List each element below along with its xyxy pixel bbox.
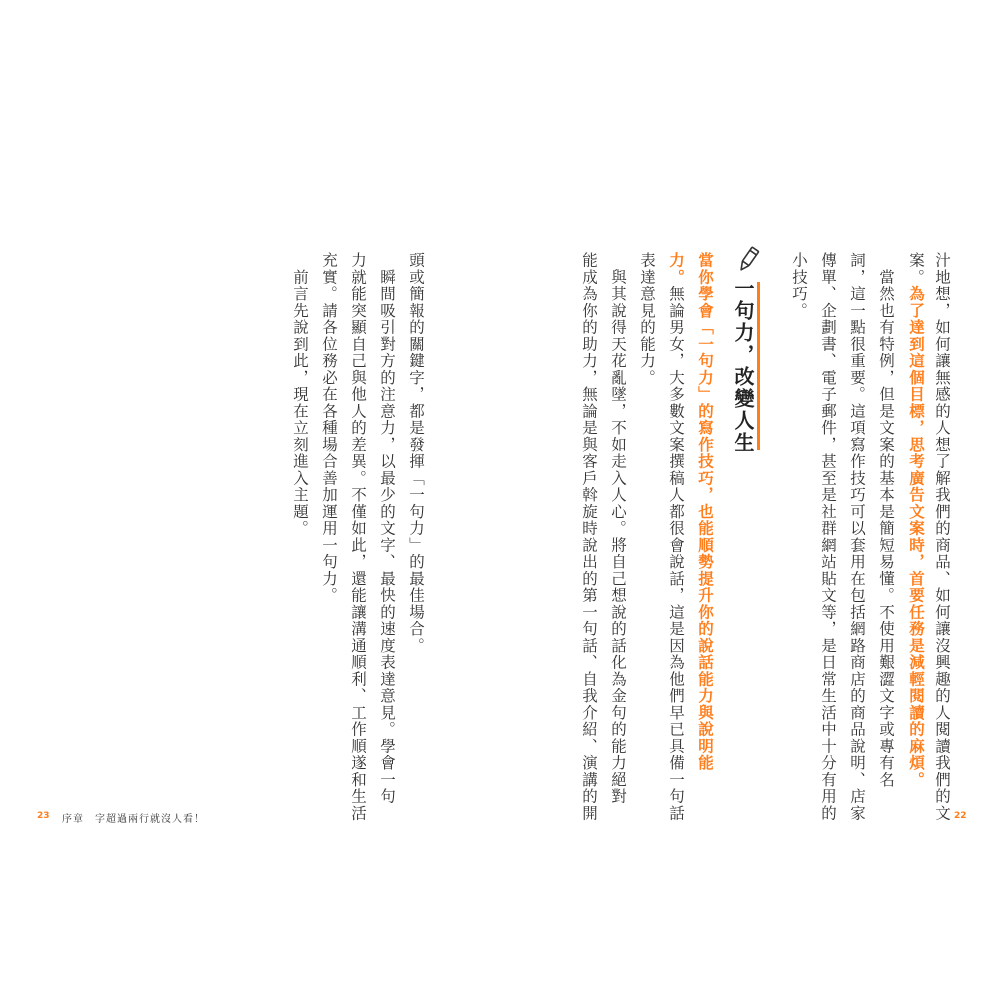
left-page-line-1: [694, 252, 716, 771]
left-page-line-3: 表達意見的能力。: [638, 252, 656, 386]
left-page-line-4: 與其說得天花亂墜，不如走入人心。將自己想說的話化為金句的能力絕對: [609, 252, 627, 805]
left-page-number: 23: [37, 811, 50, 821]
left-page-highlight-text: 當你學會「一句力」的寫作技巧，也能順勢提升你的說話能力與說明能: [696, 252, 714, 772]
right-page-line-2-text: 案。: [907, 252, 925, 286]
chapter-title: 序章 字超過兩行就沒人看！: [62, 814, 205, 825]
left-page-line-9: 充實。請各位務必在各種場合善加運用一句力。: [320, 252, 338, 604]
right-page-line-2: [905, 252, 927, 788]
right-page-line-6: 小技巧。: [790, 252, 808, 319]
left-page-line-6: 頭或簡報的關鍵字，都是發揮「一句力」的最佳場合。: [407, 252, 425, 654]
right-page-line-4: 詞，這一點很重要。這項寫作技巧可以套用在包括網路商店的商品說明、店家: [848, 252, 866, 822]
pencil-icon: [735, 246, 761, 274]
left-page-line-2-text: 無論男女，大多數文案撰稿人都很會說話，這是因為他們早已具備一句話: [667, 285, 685, 822]
left-page-line-10: 前言先說到此，現在立刻進入主題。: [291, 252, 309, 537]
left-page-line-5: 能成為你的助力，無論是與客戶斡旋時說出的第一句話、自我介紹、演講的開: [580, 252, 598, 822]
right-page-line-1: 汁地想，如何讓無感的人想了解我們的商品、如何讓沒興趣的人閱讀我們的文: [933, 252, 951, 822]
section-heading: 一句力，改變人生: [731, 278, 755, 454]
right-page-number: 22: [954, 811, 967, 821]
right-page-line-3: 當然也有特例，但是文案的基本是簡短易懂。不使用艱澀文字或專有名: [877, 252, 895, 788]
left-page-line-7: 瞬間吸引對方的注意力，以最少的文字、最快的速度表達意見。學會一句: [378, 252, 396, 805]
right-page-line-5: 傳單、企劃書、電子郵件，甚至是社群網站貼文等，是日常生活中十分有用的: [819, 252, 837, 822]
left-page-line-8: 力就能突顯自己與他人的差異。不僅如此，還能讓溝通順利、工作順遂和生活: [349, 252, 367, 822]
left-page-highlight-end: 力。: [667, 252, 685, 286]
heading-accent-bar: [757, 282, 760, 450]
right-page-highlight-text: 為了達到這個目標，思考廣告文案時，首要任務是減輕閱讀的麻煩。: [907, 285, 925, 788]
left-page-line-2: [665, 252, 687, 822]
